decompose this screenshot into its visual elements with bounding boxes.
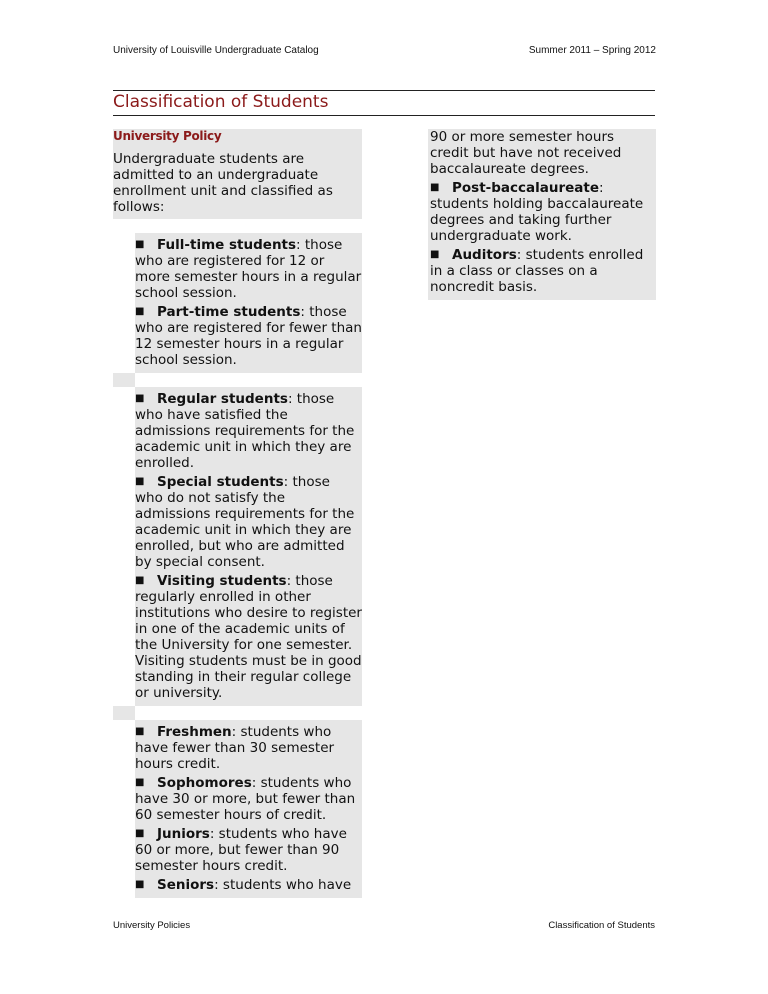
running-footer-left: University Policies [113,920,191,931]
square-bullet-icon: ■ [135,879,145,890]
left-column [113,129,362,898]
square-bullet-icon: ■ [430,182,440,193]
square-bullet-icon: ■ [135,726,145,737]
list-item: ■ Regular students: those who have satisfied the admissions requirements for the academic unit in which they are enrolled. [135,391,355,471]
list-item-continuation: 90 or more semester hours credit but have not received baccalaureate degrees. [430,129,622,177]
square-bullet-icon: ■ [135,239,145,250]
classification-list-2 [135,387,362,706]
list-item: ■ Seniors: students who have [135,877,352,893]
section-label: University Policy [113,129,222,143]
list-item: ■ Special students: those who do not satisfy the admissions requirements for the academic unit in which they are enrolled, but who are admitted by special consent. [135,474,355,570]
list-item: ■ Sophomores: students who have 30 or more, but fewer than 60 semester hours of credit. [135,775,356,823]
running-footer-right: Classification of Students [548,920,655,931]
square-bullet-icon: ■ [135,476,145,487]
right-column [428,129,656,300]
running-header-right: Summer 2011 – Spring 2012 [528,45,656,56]
list-item: ■ Juniors: students who have 60 or more, but fewer than 90 semester hours credit. [135,826,347,874]
list-item: ■ Post-baccalaureate: students holding baccalaureate degrees and taking further undergraduate work. [430,180,644,244]
continued-list [428,129,656,300]
classification-list-3 [135,720,362,898]
intro-block [113,129,362,219]
title-rule-bottom [113,115,655,116]
square-bullet-icon: ■ [135,828,145,839]
intro-paragraph: Undergraduate students are admitted to an undergraduate enrollment unit and classified as follows: [113,151,333,215]
square-bullet-icon: ■ [135,777,145,788]
list-item: ■ Freshmen: students who have fewer than 30 semester hours credit. [135,724,335,772]
square-bullet-icon: ■ [135,306,145,317]
page-title: Classification of Students [113,92,329,112]
square-bullet-icon: ■ [135,575,145,586]
list-item: ■ Full-time students: those who are registered for 12 or more semester hours in a regular school session. [135,237,362,301]
title-rule-top [113,90,655,91]
classification-list-1 [135,233,362,373]
list-item: ■ Auditors: students enrolled in a class or classes on a noncredit basis. [430,247,644,295]
running-header-left: University of Louisville Undergraduate Catalog [113,45,319,56]
list-item: ■ Part-time students: those who are registered for fewer than 12 semester hours in a regular school session. [135,304,362,368]
list-item: ■ Visiting students: those regularly enrolled in other institutions who desire to register in one of the academic units of the University for one semester. Visiting students must be in good standing in their regular college or university. [135,573,362,701]
square-bullet-icon: ■ [430,249,440,260]
square-bullet-icon: ■ [135,393,145,404]
